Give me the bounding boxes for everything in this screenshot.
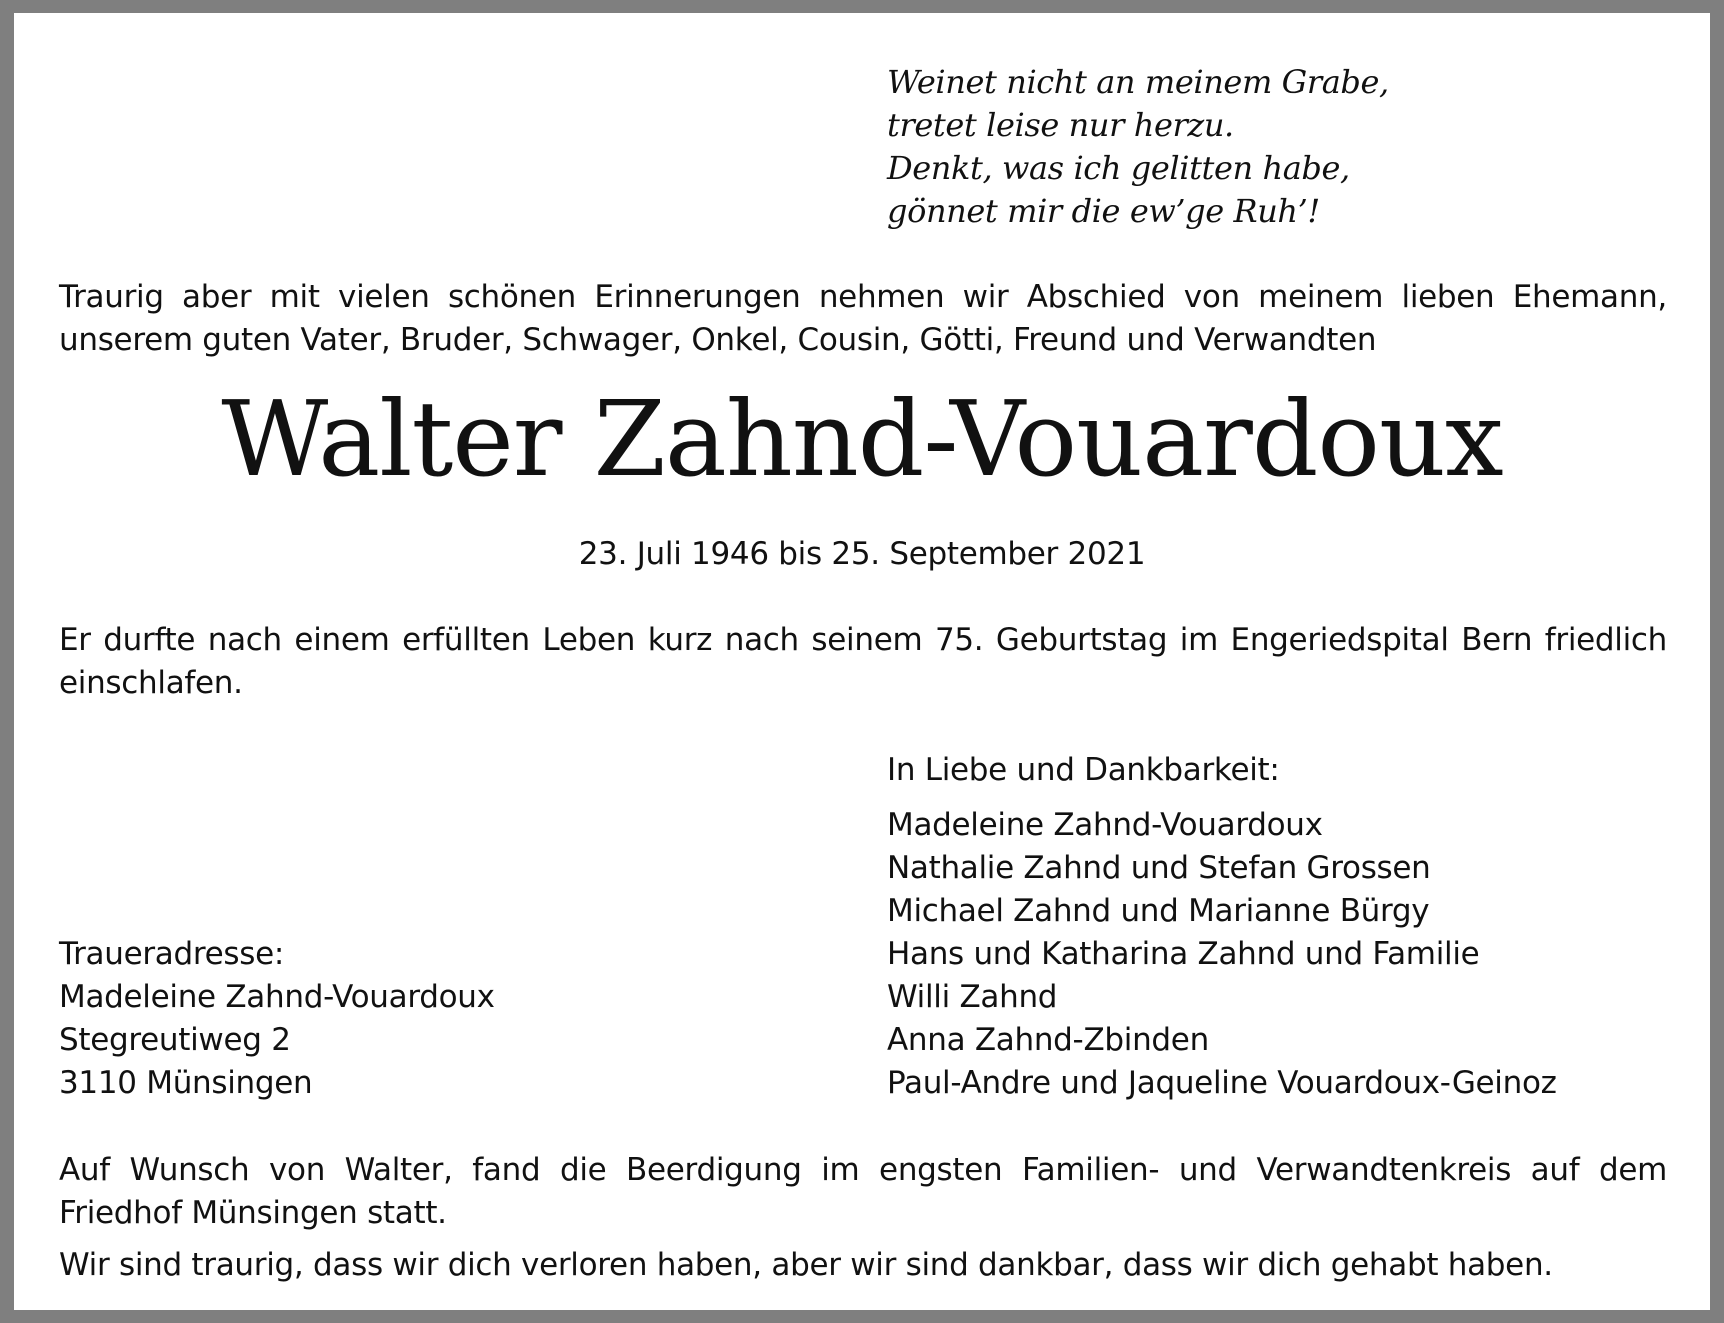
death-note: Er durfte nach einem erfüllten Leben kurz nach seinem 75. Geburtstag im Engeriedspital Bern friedlich einschlafen. — [59, 622, 1667, 701]
poem-line: Weinet nicht an meinem Grabe, — [887, 63, 1389, 101]
poem-line: gönnet mir die ew’ge Ruh’! — [887, 192, 1320, 230]
closing-line: Wir sind traurig, dass wir dich verloren haben, aber wir sind dankbar, dass wir dich gehabt haben. — [59, 1247, 1553, 1283]
mourner-name: Paul-Andre und Jaqueline Vouardoux-Geinoz — [887, 1065, 1557, 1101]
poem-line: Denkt, was ich gelitten habe, — [887, 149, 1350, 187]
mourners-heading: In Liebe und Dankbarkeit: — [887, 752, 1280, 788]
intro-text: Traurig aber mit vielen schönen Erinnerungen nehmen wir Abschied von meinem lieben Ehemann, unserem guten Vater, Bruder, Schwager, Onkel, Cousin, Götti, Freund und Verwandten — [59, 279, 1667, 358]
mourner-name: Madeleine Zahnd-Vouardoux — [887, 807, 1323, 843]
address-label: Traueradresse: — [59, 936, 285, 972]
mourning-address — [59, 933, 495, 1105]
mourner-name: Willi Zahnd — [887, 979, 1058, 1015]
obituary-page — [14, 13, 1710, 1310]
life-dates: 23. Juli 1946 bis 25. September 2021 — [578, 536, 1146, 572]
poem — [887, 61, 1389, 233]
mourner-name: Nathalie Zahnd und Stefan Grossen — [887, 850, 1431, 886]
mourner-name: Anna Zahnd-Zbinden — [887, 1022, 1209, 1058]
mourner-name: Michael Zahnd und Marianne Bürgy — [887, 893, 1430, 929]
funeral-note: Auf Wunsch von Walter, fand die Beerdigung im engsten Familien- und Verwandtenkreis auf dem Friedhof Münsingen statt. — [59, 1152, 1667, 1231]
deceased-name: Walter Zahnd-Vouardoux — [221, 378, 1503, 500]
poem-line: tretet leise nur herzu. — [887, 106, 1234, 144]
address-street: Stegreutiweg 2 — [59, 1022, 291, 1058]
address-city: 3110 Münsingen — [59, 1065, 313, 1101]
address-name: Madeleine Zahnd-Vouardoux — [59, 979, 495, 1015]
mourners-list — [887, 804, 1557, 1105]
mourner-name: Hans und Katharina Zahnd und Familie — [887, 936, 1480, 972]
